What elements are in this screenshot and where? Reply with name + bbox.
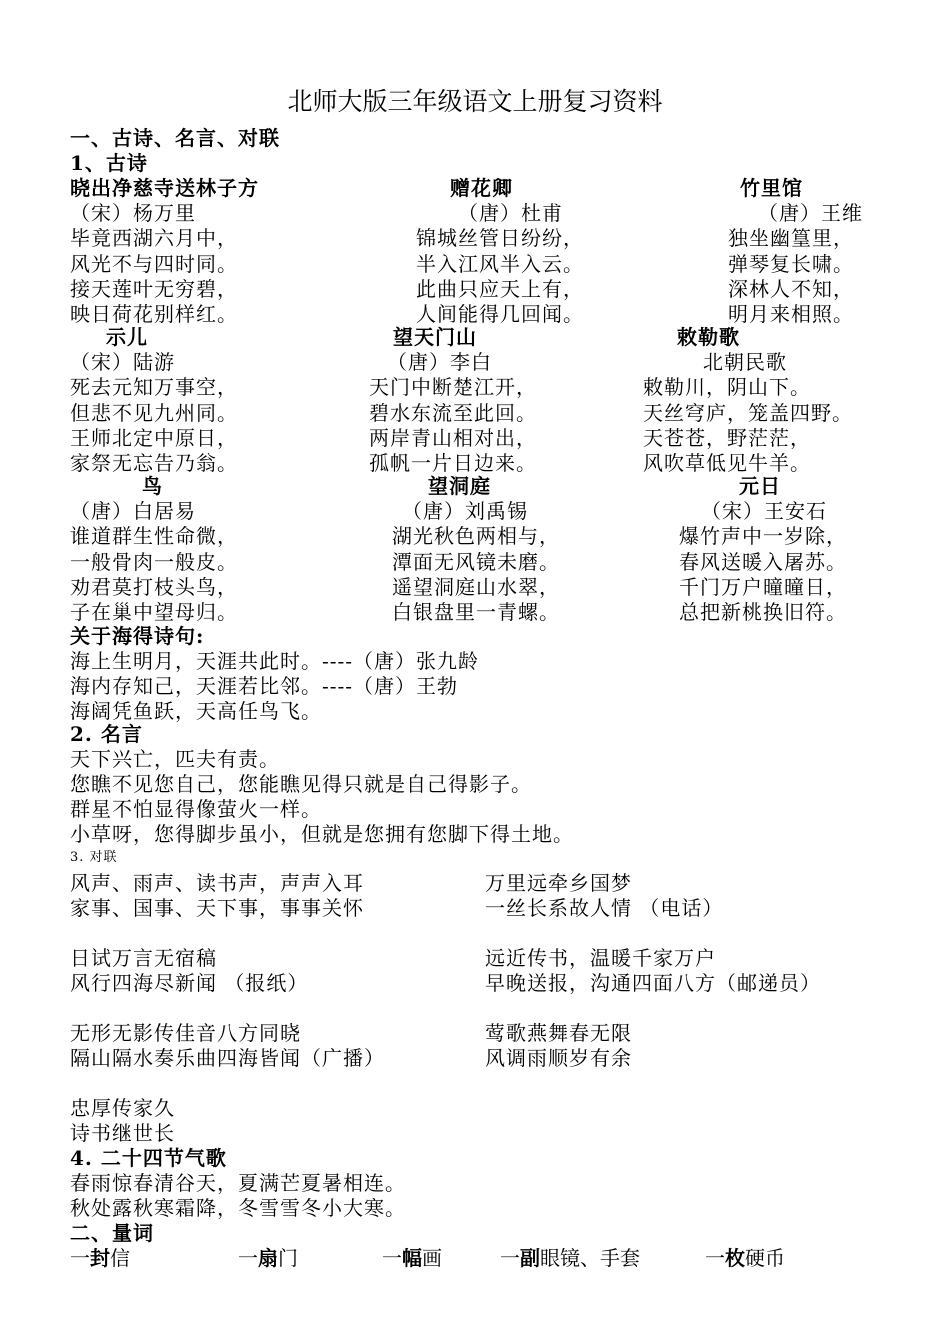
- poem-block: [70, 474, 238, 625]
- poem-line: 映日荷花别样红。: [70, 301, 238, 326]
- measure-prefix: 一: [500, 1246, 520, 1270]
- poem-author: （唐）杜甫: [458, 201, 563, 226]
- couplet-line: 莺歌燕舞春无限: [485, 1021, 632, 1045]
- page-title: 北师大版三年级语文上册复习资料: [287, 87, 663, 116]
- poem-block: [392, 474, 560, 625]
- measure-prefix: 一: [238, 1246, 258, 1270]
- solar-term-line: 秋处露秋寒霜降，冬雪雪冬小大寒。: [70, 1196, 406, 1220]
- subsection-poems: 1、古诗: [70, 151, 148, 175]
- poem-line: 潭面无风镜未磨。: [392, 549, 560, 574]
- couplet-line: 家事、国事、天下事，事事关怀: [70, 896, 364, 920]
- measure-word-item: [705, 1246, 785, 1271]
- poem-line: 两岸青山相对出，: [369, 425, 537, 450]
- measure-word-item: [500, 1246, 640, 1271]
- poem-line: 千门万户曈曈日，: [679, 574, 847, 599]
- poem-line: 一般骨肉一般皮。: [70, 549, 238, 574]
- poem-author: （唐）刘禹锡: [402, 499, 528, 524]
- poem-line: 人间能得几回闻。: [416, 301, 584, 326]
- section-heading-measure-words: 二、量词: [70, 1221, 154, 1245]
- poem-line: 天苍苍，野茫茫，: [643, 425, 811, 450]
- measure-noun: 信: [110, 1246, 130, 1270]
- quote-line: 群星不怕显得像萤火一样。: [70, 797, 322, 821]
- poem-line: 独坐幽篁里，: [728, 226, 854, 251]
- poem-author: （宋）王安石: [701, 499, 827, 524]
- poem-line: 总把新桃换旧符。: [679, 599, 847, 624]
- poem-line: 弹琴复长啸。: [728, 251, 854, 276]
- poem-title: 敕勒歌: [677, 325, 740, 349]
- subsection-solar-terms: 4. 二十四节气歌: [70, 1146, 227, 1170]
- poem-line: 白银盘里一青螺。: [392, 599, 560, 624]
- section-heading-poetry: 一、古诗、名言、对联: [70, 126, 280, 150]
- poem-line: 死去元知万事空，: [70, 375, 238, 400]
- sea-line: 海阔凭鱼跃，天高任鸟飞。: [70, 699, 322, 723]
- poem-title: 示儿: [106, 325, 148, 349]
- measure-word: 封: [90, 1246, 110, 1270]
- couplet-line: 风声、雨声、读书声，声声入耳: [70, 871, 364, 895]
- poem-line: 天门中断楚江开，: [369, 375, 537, 400]
- poem-title: 晓出净慈寺送林子方: [70, 176, 259, 200]
- poem-title: 赠花卿: [450, 176, 513, 200]
- poem-title: 望天门山: [393, 325, 477, 349]
- poem-title: 鸟: [142, 474, 163, 498]
- poem-line: 爆竹声中一岁除，: [679, 524, 847, 549]
- poem-block: [70, 176, 259, 327]
- poem-block: [70, 325, 238, 476]
- measure-noun: 眼镜、手套: [540, 1246, 640, 1270]
- poem-line: 但悲不见九州同。: [70, 400, 238, 425]
- poem-author: （宋）陆游: [70, 350, 175, 375]
- poem-line: 湖光秋色两相与，: [392, 524, 560, 549]
- sea-line: 海上生明月，天涯共此时。----（唐）张九龄: [70, 649, 480, 673]
- poem-title: 望洞庭: [428, 474, 491, 498]
- measure-word-item: [238, 1246, 298, 1271]
- poem-line: 明月来相照。: [728, 301, 854, 326]
- couplet-line: 诗书继世长: [70, 1121, 175, 1145]
- poem-line: 锦城丝管日纷纷，: [416, 226, 584, 251]
- couplet-line: 远近传书，温暖千家万户: [485, 946, 716, 970]
- poem-author: 北朝民歌: [703, 350, 787, 375]
- poem-line: 劝君莫打枝头鸟，: [70, 574, 238, 599]
- couplet-line: 早晚送报，沟通四面八方（邮递员）: [485, 971, 821, 995]
- poem-line: 深林人不知，: [728, 276, 854, 301]
- measure-noun: 门: [278, 1246, 298, 1270]
- poem-line: 子在巢中望母归。: [70, 599, 238, 624]
- poem-line: 王师北定中原日，: [70, 425, 238, 450]
- couplet-line: 万里远牵乡国梦: [485, 871, 632, 895]
- quote-line: 小草呀，您得脚步虽小，但就是您拥有您脚下得土地。: [70, 822, 574, 846]
- poem-line: 接天莲叶无穷碧，: [70, 276, 238, 301]
- poem-block: [643, 325, 853, 476]
- poem-line: 风光不与四时同。: [70, 251, 238, 276]
- poem-block: [679, 474, 847, 625]
- poem-line: 春风送暖入屠苏。: [679, 549, 847, 574]
- couplet-line: 日试万言无宿稿: [70, 946, 217, 970]
- poem-title: 竹里馆: [740, 176, 803, 200]
- couplet-line: 无形无影传佳音八方同晓: [70, 1021, 301, 1045]
- poem-line: 碧水东流至此回。: [369, 400, 537, 425]
- poem-line: 半入江风半入云。: [416, 251, 584, 276]
- subsection-couplets: 3. 对联: [70, 850, 118, 865]
- sea-line: 海内存知己，天涯若比邻。----（唐）王勃: [70, 674, 459, 698]
- subsection-quotes: 2. 名言: [70, 722, 143, 746]
- poem-line: 风吹草低见牛羊。: [643, 450, 811, 475]
- poem-line: 毕竟西湖六月中，: [70, 226, 238, 251]
- poem-author: （宋）杨万里: [70, 201, 196, 226]
- poem-block: [416, 176, 584, 327]
- measure-prefix: 一: [705, 1246, 725, 1270]
- poem-author: （唐）白居易: [70, 499, 196, 524]
- quote-line: 天下兴亡，匹夫有责。: [70, 747, 280, 771]
- poem-line: 遥望洞庭山水翠，: [392, 574, 560, 599]
- couplet-line: 忠厚传家久: [70, 1096, 175, 1120]
- poem-line: 天丝穹庐，笼盖四野。: [643, 400, 853, 425]
- measure-word-item: [382, 1246, 442, 1271]
- measure-noun: 画: [422, 1246, 442, 1270]
- poem-block: [369, 325, 537, 476]
- measure-word: 枚: [725, 1246, 745, 1270]
- couplet-line: 一丝长系故人情 （电话）: [485, 896, 724, 920]
- couplet-line: 风行四海尽新闻 （报纸）: [70, 971, 309, 995]
- poem-author: （唐）李白: [387, 350, 492, 375]
- couplet-line: 风调雨顺岁有余: [485, 1046, 632, 1070]
- poem-line: 谁道群生性命微，: [70, 524, 238, 549]
- measure-word: 副: [520, 1246, 540, 1270]
- measure-prefix: 一: [382, 1246, 402, 1270]
- measure-prefix: 一: [70, 1246, 90, 1270]
- couplet-line: 隔山隔水奏乐曲四海皆闻（广播）: [70, 1046, 385, 1070]
- quote-line: 您瞧不见您自己，您能瞧见得只就是自己得影子。: [70, 772, 532, 796]
- measure-word: 幅: [402, 1246, 422, 1270]
- poem-line: 敕勒川，阴山下。: [643, 375, 811, 400]
- sea-heading: 关于海得诗句:: [70, 624, 205, 648]
- solar-term-line: 春雨惊春清谷天，夏满芒夏暑相连。: [70, 1171, 406, 1195]
- poem-line: 孤帆一片日边来。: [369, 450, 537, 475]
- poem-author: （唐）王维: [758, 201, 863, 226]
- poem-title: 元日: [739, 474, 781, 498]
- poem-line: 此曲只应天上有，: [416, 276, 584, 301]
- measure-word: 扇: [258, 1246, 278, 1270]
- poem-line: 家祭无忘告乃翁。: [70, 450, 238, 475]
- measure-word-item: [70, 1246, 130, 1271]
- measure-noun: 硬币: [745, 1246, 785, 1270]
- poem-block: [728, 176, 863, 327]
